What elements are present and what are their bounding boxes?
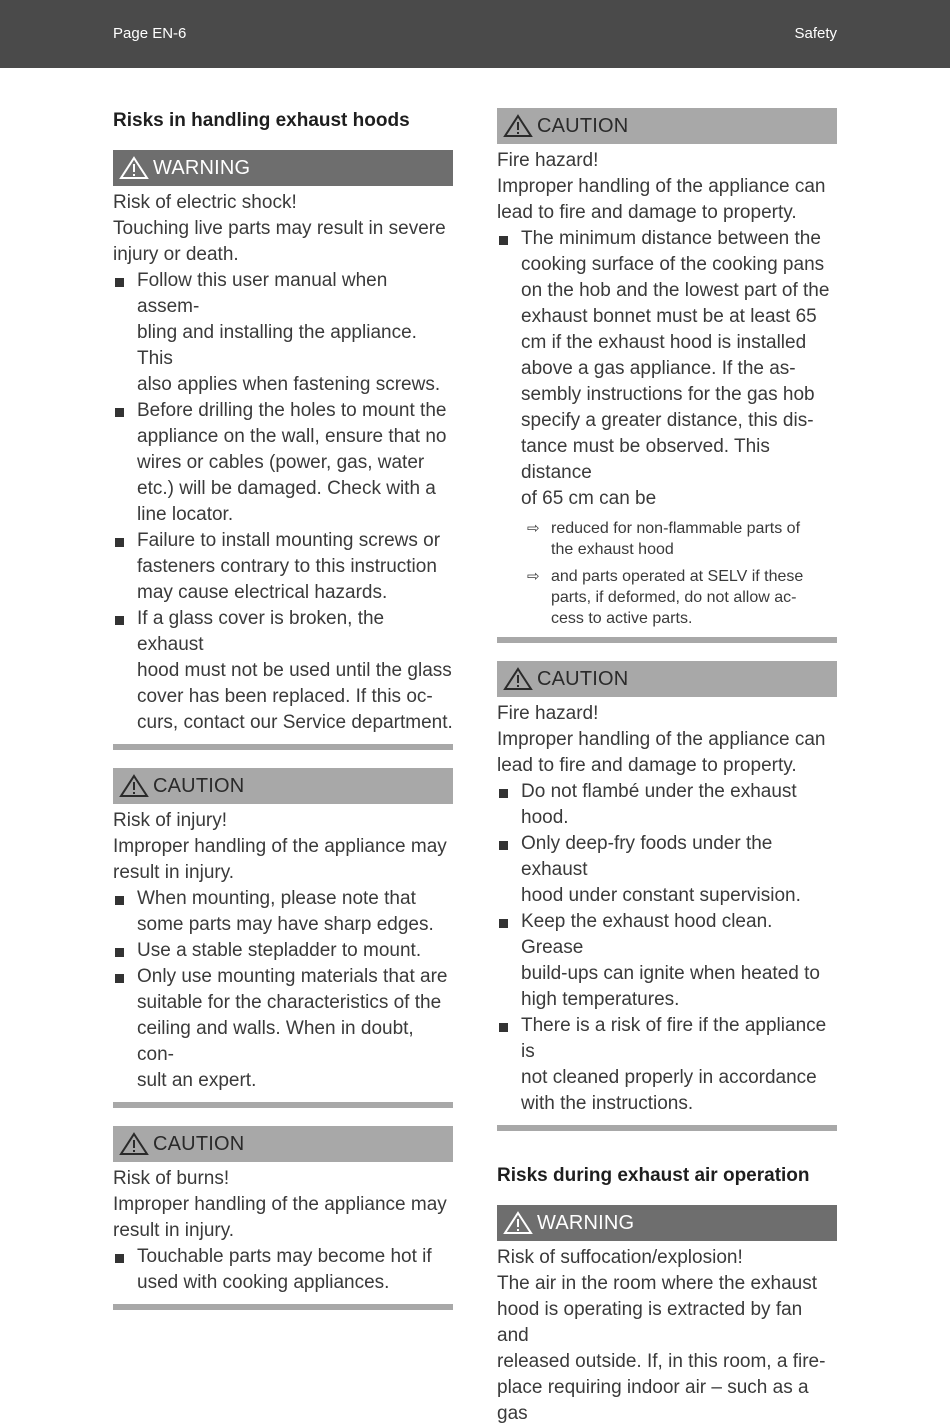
caution-header [497, 661, 837, 697]
bullet-line: hood under constant supervision. [521, 885, 801, 906]
caution-box-fire-handling [497, 661, 837, 1131]
caution-body [497, 148, 837, 629]
bullet-line: high temperatures. [521, 989, 680, 1010]
bullet-line: fasteners contrary to this instruction [137, 556, 437, 577]
caution-box-burns [113, 1126, 453, 1310]
bullet-line: line locator. [137, 504, 234, 525]
warning-triangle-icon [119, 774, 149, 798]
bullet-line: bling and installing the appliance. This [137, 322, 417, 369]
caution-label: CAUTION [153, 774, 245, 797]
bullet-square-icon [497, 226, 521, 512]
box-footer-rule [113, 1102, 453, 1108]
risk-title: Risk of burns! [113, 1168, 230, 1189]
body-line: Improper handling of the appliance may [113, 1194, 447, 1215]
bullet-line: tance must be observed. This distance [521, 436, 770, 483]
arrow-right-icon: ⇨ [527, 568, 540, 585]
warning-triangle-icon [119, 156, 149, 180]
section-heading-exhaust-air: Risks during exhaust air operation [497, 1165, 810, 1186]
bullet-item [113, 886, 453, 938]
caution-body [113, 808, 453, 1094]
bullet-item [497, 831, 837, 909]
bullet-line: Follow this user manual when assem- [137, 270, 388, 317]
bullet-line: Failure to install mounting screws or [137, 530, 441, 551]
bullet-square-icon [497, 909, 521, 1013]
risk-title: Risk of electric shock! [113, 192, 297, 213]
bullet-line: suitable for the characteristics of the [137, 992, 442, 1013]
body-line: injury or death. [113, 244, 239, 265]
bullet-line: ceiling and walls. When in doubt, con- [137, 1018, 414, 1065]
body-line: Improper handling of the appliance can [497, 176, 826, 197]
bullet-item [113, 268, 453, 398]
body-line: Improper handling of the appliance can [497, 729, 826, 750]
warning-box-electric-shock [113, 150, 453, 750]
bullet-line: Before drilling the holes to mount the [137, 400, 447, 421]
warning-header [113, 150, 453, 186]
box-footer-rule [497, 1125, 837, 1131]
bullet-item [113, 606, 453, 736]
body-line: released outside. If, in this room, a fire- [497, 1351, 826, 1372]
body-line: Improper handling of the appliance may [113, 836, 447, 857]
box-footer-rule [113, 1304, 453, 1310]
page-number: Page EN-6 [113, 25, 187, 42]
body-line: result in injury. [113, 1220, 235, 1241]
bullet-line: some parts may have sharp edges. [137, 914, 434, 935]
caution-label: CAUTION [537, 114, 629, 137]
box-footer-rule [113, 744, 453, 750]
bullet-line: also applies when fastening screws. [137, 374, 441, 395]
bullet-line: When mounting, please note that [137, 888, 416, 909]
bullet-item [113, 398, 453, 528]
warning-body [497, 1245, 837, 1427]
bullet-line: The minimum distance between the [521, 228, 821, 249]
section-heading-handling: Risks in handling exhaust hoods [113, 110, 410, 131]
sub-line: and parts operated at SELV if these [551, 568, 804, 585]
bullet-line: not cleaned properly in accordance [521, 1067, 817, 1088]
bullet-line: of 65 cm can be [521, 488, 657, 509]
warning-triangle-icon [503, 1211, 533, 1235]
warning-triangle-icon [119, 1132, 149, 1156]
bullet-line: curs, contact our Service department. [137, 712, 453, 733]
caution-header [497, 108, 837, 144]
bullet-square-icon [113, 606, 137, 736]
caution-label: CAUTION [537, 667, 629, 690]
bullet-line: build-ups can ignite when heated to [521, 963, 820, 984]
bullet-line: Only deep-fry foods under the exhaust [521, 833, 773, 880]
bullet-square-icon [497, 831, 521, 909]
sub-line: the exhaust hood [551, 541, 674, 558]
body-line: The air in the room where the exhaust [497, 1273, 818, 1294]
bullet-line: specify a greater distance, this dis- [521, 410, 814, 431]
bullet-line: sult an expert. [137, 1070, 257, 1091]
bullet-line: appliance on the wall, ensure that no [137, 426, 447, 447]
bullet-square-icon [497, 1013, 521, 1117]
bullet-line: hood must not be used until the glass [137, 660, 452, 681]
bullet-item [497, 779, 837, 831]
body-line: Touching live parts may result in severe [113, 218, 446, 239]
caution-header [113, 768, 453, 804]
bullet-line: wires or cables (power, gas, water [137, 452, 425, 473]
page-header [0, 0, 950, 68]
bullet-square-icon [113, 964, 137, 1094]
body-line: result in injury. [113, 862, 235, 883]
warning-label: WARNING [537, 1211, 635, 1234]
sub-line: cess to active parts. [551, 610, 693, 627]
arrow-right-icon: ⇨ [527, 520, 540, 537]
bullet-item [113, 938, 453, 964]
bullet-square-icon [113, 938, 137, 964]
sub-line: reduced for non-flammable parts of [551, 520, 801, 537]
bullet-item [113, 964, 453, 1094]
right-column [497, 108, 837, 1427]
bullet-square-icon [113, 398, 137, 528]
left-column [113, 108, 453, 1310]
bullet-item [113, 528, 453, 606]
bullet-line: etc.) will be damaged. Check with a [137, 478, 436, 499]
caution-box-fire-distance [497, 108, 837, 643]
warning-triangle-icon [503, 667, 533, 691]
warning-header [497, 1205, 837, 1241]
warning-label: WARNING [153, 156, 251, 179]
bullet-line: used with cooking appliances. [137, 1272, 390, 1293]
caution-header [113, 1126, 453, 1162]
risk-title: Risk of suffocation/explosion! [497, 1247, 743, 1268]
caution-body [497, 701, 837, 1117]
bullet-square-icon [113, 886, 137, 938]
body-line: lead to fire and damage to property. [497, 202, 797, 223]
bullet-square-icon [497, 779, 521, 831]
bullet-line: hood. [521, 807, 569, 828]
bullet-square-icon [113, 268, 137, 398]
risk-title: Fire hazard! [497, 703, 599, 724]
bullet-line: Only use mounting materials that are [137, 966, 448, 987]
section-title: Safety [794, 25, 837, 42]
bullet-item [497, 226, 837, 512]
caution-label: CAUTION [153, 1132, 245, 1155]
bullet-line: Keep the exhaust hood clean. Grease [521, 911, 773, 958]
bullet-line: Do not flambé under the exhaust [521, 781, 797, 802]
bullet-square-icon [113, 1244, 137, 1296]
bullet-line: exhaust bonnet must be at least 65 [521, 306, 817, 327]
bullet-item [113, 1244, 453, 1296]
box-footer-rule [497, 637, 837, 643]
bullet-line: Touchable parts may become hot if [137, 1246, 432, 1267]
body-line: hood is operating is extracted by fan and [497, 1299, 803, 1346]
sub-item [527, 518, 837, 560]
bullet-line: If a glass cover is broken, the exhaust [137, 608, 385, 655]
bullet-line: Use a stable stepladder to mount. [137, 940, 422, 961]
warning-box-suffocation [497, 1205, 837, 1427]
warning-body [113, 190, 453, 736]
caution-body [113, 1166, 453, 1296]
bullet-square-icon [113, 528, 137, 606]
bullet-line: may cause electrical hazards. [137, 582, 388, 603]
bullet-line: with the instructions. [521, 1093, 694, 1114]
risk-title: Fire hazard! [497, 150, 599, 171]
body-line: lead to fire and damage to property. [497, 755, 797, 776]
bullet-line: on the hob and the lowest part of the [521, 280, 830, 301]
bullet-line: cover has been replaced. If this oc- [137, 686, 433, 707]
risk-title: Risk of injury! [113, 810, 228, 831]
bullet-line: cooking surface of the cooking pans [521, 254, 825, 275]
sub-item [527, 566, 837, 629]
body-line: place requiring indoor air – such as a gas [497, 1377, 809, 1424]
warning-triangle-icon [503, 114, 533, 138]
bullet-item [497, 909, 837, 1013]
bullet-line: There is a risk of fire if the appliance is [521, 1015, 827, 1062]
sub-line: parts, if deformed, do not allow ac- [551, 589, 797, 606]
bullet-line: sembly instructions for the gas hob [521, 384, 815, 405]
bullet-line: above a gas appliance. If the as- [521, 358, 796, 379]
caution-box-injury [113, 768, 453, 1108]
bullet-line: cm if the exhaust hood is installed [521, 332, 807, 353]
bullet-item [497, 1013, 837, 1117]
